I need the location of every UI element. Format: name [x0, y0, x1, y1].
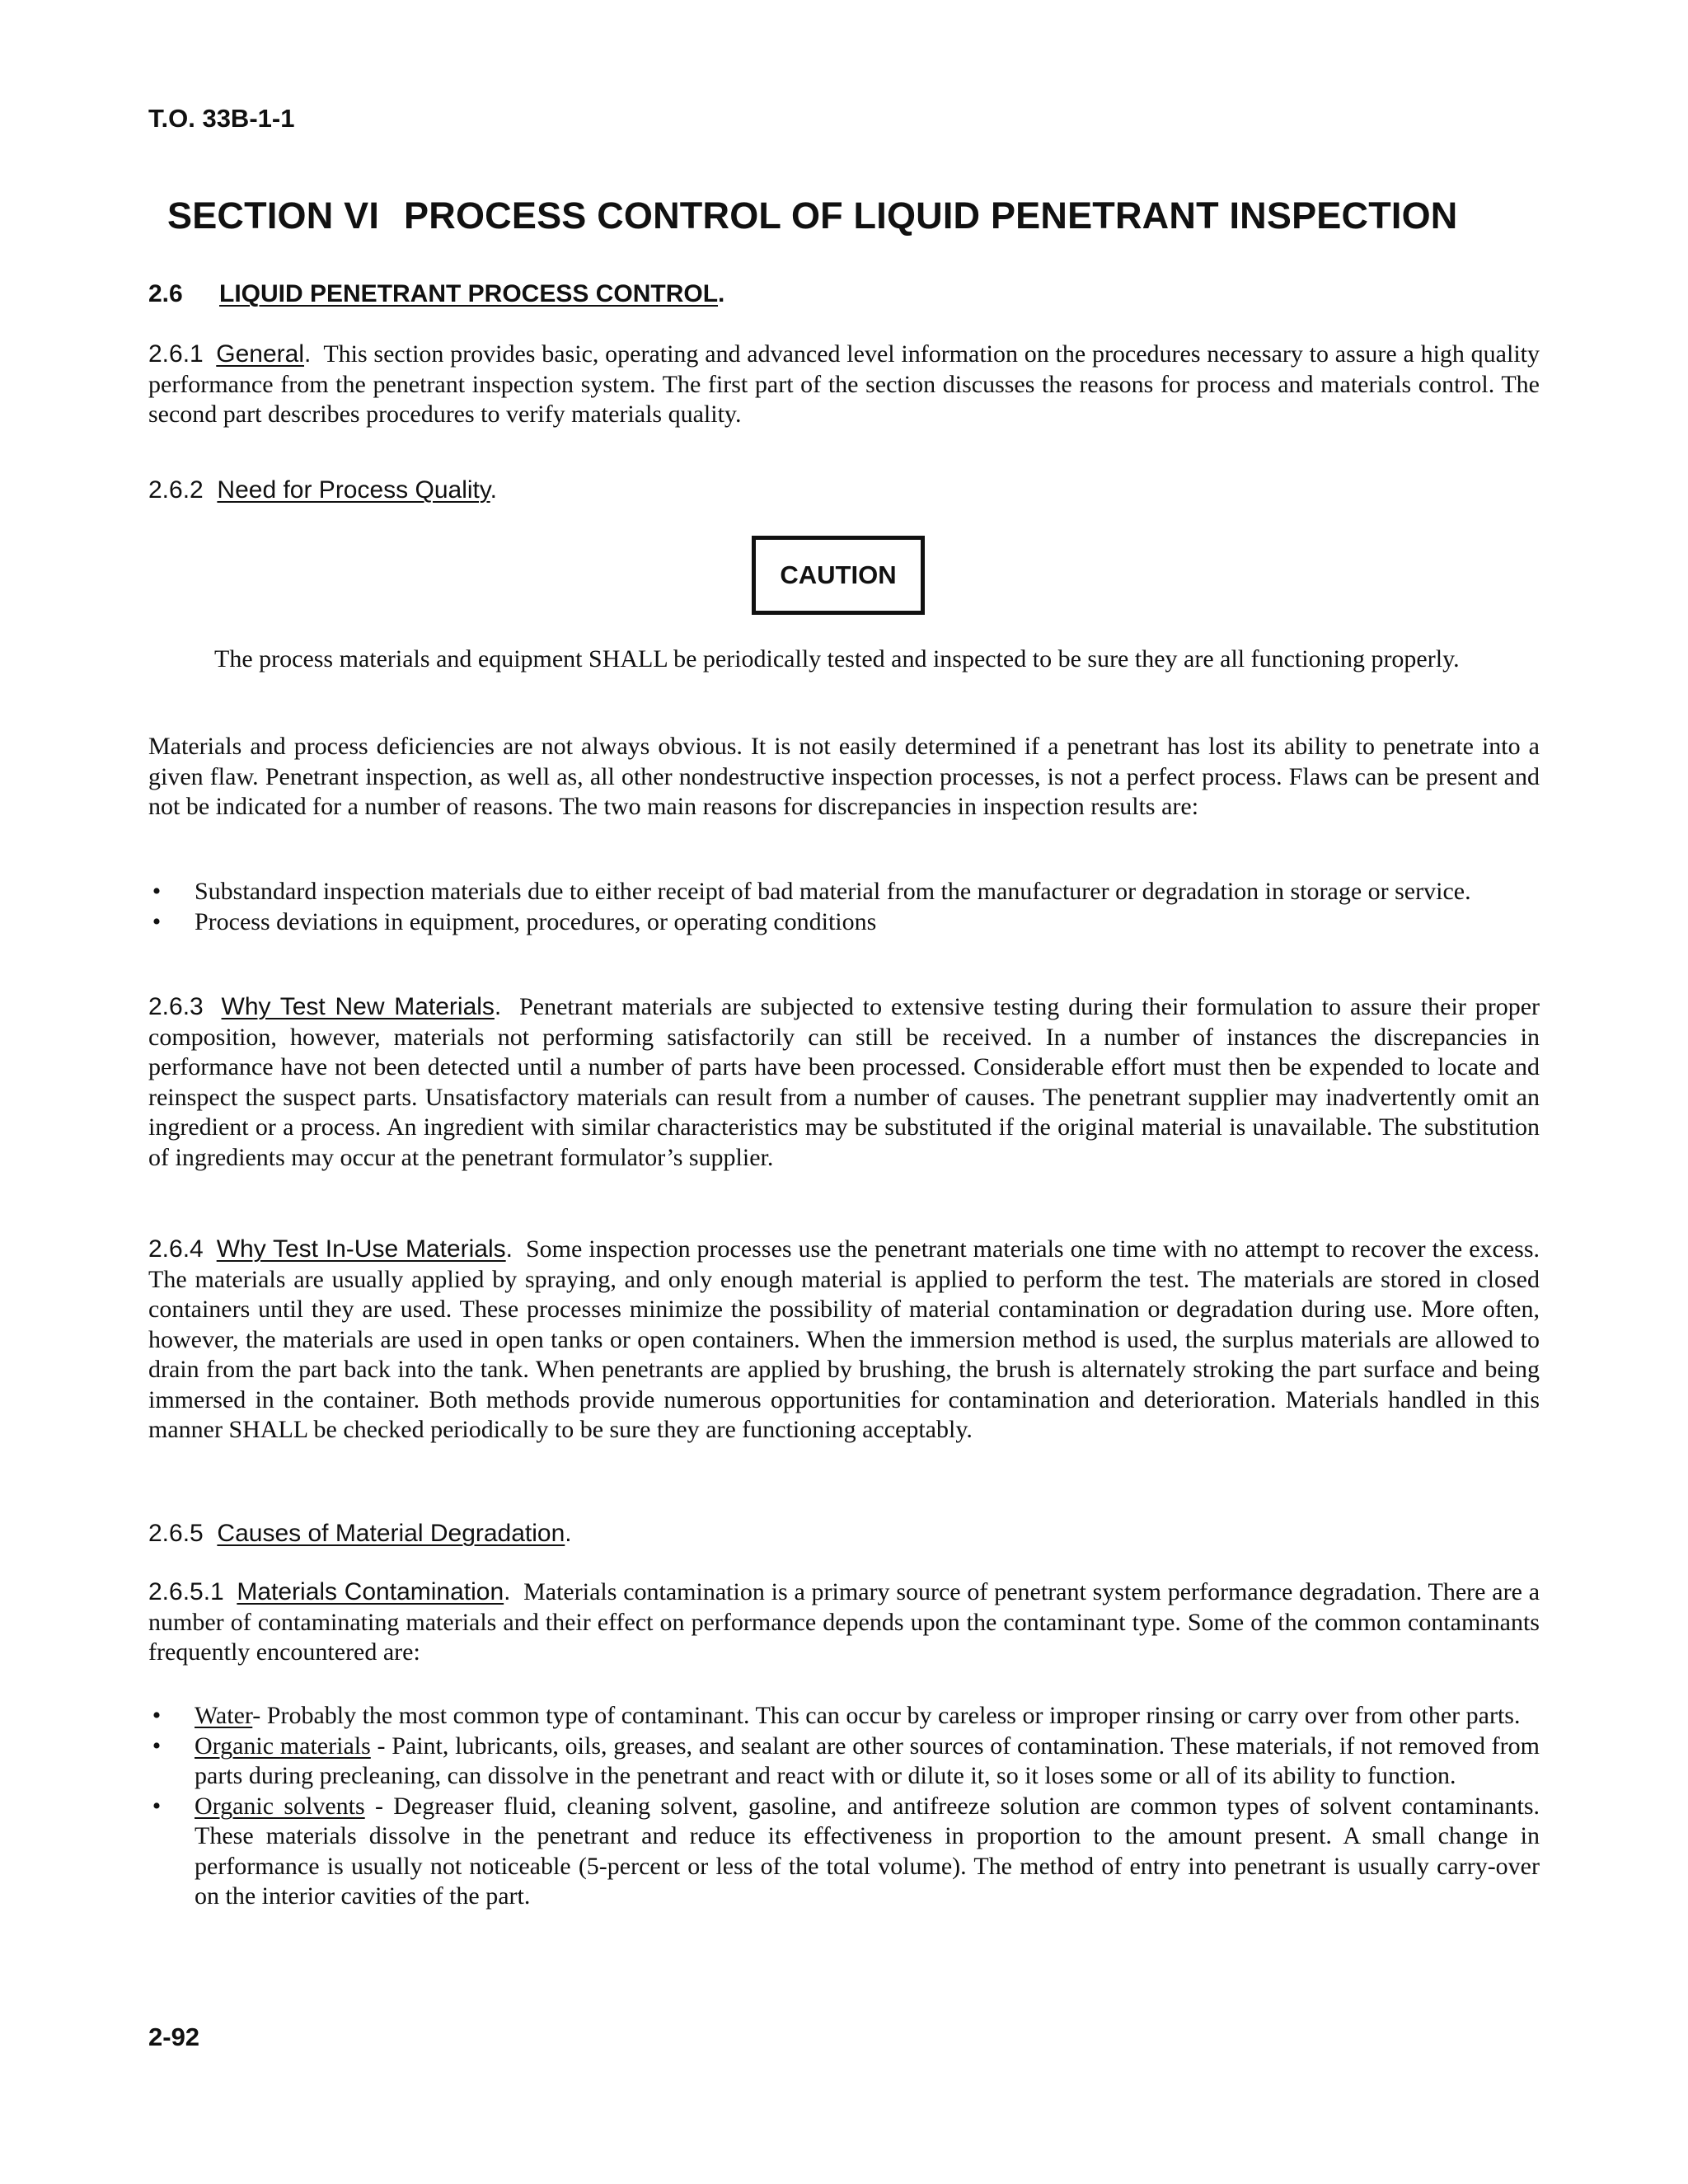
heading-title: Why Test In-Use Materials [216, 1235, 506, 1263]
heading-title: LIQUID PENETRANT PROCESS CONTROL [219, 280, 719, 307]
heading-2-6-2: 2.6.2 Need for Process Quality. [148, 476, 497, 504]
caution-box [752, 536, 925, 615]
heading-number: 2.6.5 [148, 1520, 204, 1547]
heading-title: Materials Contamination [237, 1578, 504, 1605]
page-number: 2-92 [148, 2022, 200, 2051]
paragraph-2-6-4: 2.6.4 Why Test In-Use Materials. Some inspection processes use the penetrant materials one time with no attempt to recover the excess. The materials are usually applied by spraying, and only enough material is applied to perform the test. The materials are stored in closed containers until they are used. These processes minimize the possibility of material contamination or degradation during use. More often, however, the materials are used in open tanks or open containers. When the immersion method is used, the surplus materials are allowed to drain from the part back into the tank. When penetrants are applied by brushing, the brush is alternately stroking the part surface and being immersed in the container. Both methods provide numerous opportunities for contamination and deterioration. Materials handled in this manner SHALL be checked periodically to be sure they are functioning acceptably. [148, 1235, 1540, 1443]
paragraph-text: Some inspection processes use the penetrant materials one time with no attempt to recover the excess. The materials are usually applied by spraying, and only enough material is applied to perform the test. The materials are stored in closed containers until they are used. These processes minimize the possibility of material contamination or degradation during use. More often, however, the materials are used in open tanks or open containers. When the immersion method is used, the surplus materials are allowed to drain from the part back into the tank. When penetrants are applied by brushing, the brush is alternately stroking the part surface and being immersed in the container. Both methods provide numerous opportunities for contamination and deterioration. Materials handled in this manner SHALL be checked periodically to be sure they are functioning acceptably. [148, 1235, 1540, 1443]
list-item-term: Water [195, 1702, 253, 1729]
reasons-list [148, 877, 1540, 937]
list-item: • Substandard inspection materials due to either receipt of bad material from the manufacturer or degradation in storage or service. [152, 878, 1471, 905]
heading-title: Need for Process Quality [217, 476, 490, 504]
contaminants-list [148, 1701, 1540, 1912]
paragraph-2-6-2-body: Materials and process deficiencies are not always obvious. It is not easily determined if a penetrant has lost its ability to penetrate into a given flaw. Penetrant inspection, as well as, all other nondestructive inspection processes, is not a perfect process. Flaws can be present and not be indicated for a number of reasons. The two main reasons for discrepancies in inspection results are: [148, 733, 1540, 820]
heading-2-6-5: 2.6.5 Causes of Material Degradation. [148, 1520, 572, 1547]
section-heading: PROCESS CONTROL OF LIQUID PENETRANT INSPECTION [404, 194, 1458, 237]
list-item-term: Organic materials [195, 1732, 371, 1760]
paragraph-text: Penetrant materials are subjected to extensive testing during their formulation to assure their proper composition, however, materials not performing satisfactorily can still be received. In a number of instances the discrepancies in performance have not been detected until a number of parts have been processed. Considerable effort must then be expended to locate and reinspect the suspect parts. Unsatisfactory materials can result from a number of causes. The penetrant supplier may inadvertently omit an ingredient or a process. An ingredient with similar characteristics may be substituted if the original material is unavailable. The substitution of ingredients may occur at the penetrant formulator’s supplier. [148, 993, 1540, 1171]
heading-title: Causes of Material Degradation [217, 1520, 565, 1547]
paragraph-text: This section provides basic, operating and advanced level information on the procedures necessary to assure a high quality performance from the penetrant inspection system. The first part of the section discusses the reasons for process and materials control. The second part describes procedures to verify materials quality. [148, 340, 1540, 428]
paragraph-2-6-1: 2.6.1 General. This section provides basic, operating and advanced level information on the procedures necessary to assure a high quality performance from the penetrant inspection system. The first part of the section discusses the reasons for process and materials control. The second part describes procedures to verify materials quality. [148, 340, 1540, 428]
heading-title: General [216, 340, 304, 368]
paragraph-text: Materials contamination is a primary source of penetrant system performance degradation. There are a number of contaminating materials and their effect on performance depends upon the contaminant type. Some of the common contaminants frequently encountered are: [148, 1578, 1540, 1666]
caution-label: CAUTION [780, 560, 897, 589]
document-id-header: T.O. 33B-1-1 [148, 104, 295, 133]
section-title [167, 194, 1458, 237]
section-label: SECTION VI [167, 194, 380, 237]
heading-number: 2.6.5.1 [148, 1578, 224, 1605]
heading-number: 2.6.3 [148, 993, 204, 1020]
heading-number: 2.6.4 [148, 1235, 204, 1263]
heading-number: 2.6 [148, 280, 183, 307]
heading-2-6: 2.6 LIQUID PENETRANT PROCESS CONTROL. [148, 280, 725, 307]
list-item: • Organic solvents - Degreaser fluid, cleaning solvent, gasoline, and antifreeze solution are common types of solvent contaminants. These materials dissolve in the penetrant and reduce its effectiveness in proportion to the amount present. A small change in performance is usually not noticeable (5-percent or less of the total volume). The method of entry into penetrant is usually carry-over on the interior cavities of the part. [152, 1792, 1540, 1910]
heading-title: Why Test New Materials [221, 993, 495, 1020]
heading-number: 2.6.1 [148, 340, 204, 368]
paragraph-2-6-5-1: 2.6.5.1 Materials Contamination. Materials contamination is a primary source of penetrant system performance degradation. There are a number of contaminating materials and their effect on performance depends upon the contaminant type. Some of the common contaminants frequently encountered are: [148, 1578, 1540, 1666]
caution-text: The process materials and equipment SHALL be periodically tested and inspected to be sure they are all functioning properly. [214, 645, 1460, 673]
list-item-term: Organic solvents [195, 1792, 365, 1820]
list-item: • Process deviations in equipment, procedures, or operating conditions [152, 907, 877, 935]
list-item: • Water- Probably the most common type of contaminant. This can occur by careless or improper rinsing or carry over from other parts. [152, 1702, 1521, 1729]
list-item: • Organic materials - Paint, lubricants, oils, greases, and sealant are other sources of contamination. These materials, if not removed from parts during precleaning, can dissolve in the penetrant and react with or dilute it, so it loses some or all of its ability to function. [152, 1732, 1540, 1789]
paragraph-2-6-3: 2.6.3 Why Test New Materials. Penetrant materials are subjected to extensive testing during their formulation to assure their proper composition, however, materials not performing satisfactorily can still be received. In a number of instances the discrepancies in performance have not been detected until a number of parts have been processed. Considerable effort must then be expended to locate and reinspect the suspect parts. Unsatisfactory materials can result from a number of causes. The penetrant supplier may inadvertently omit an ingredient or a process. An ingredient with similar characteristics may be substituted if the original material is unavailable. The substitution of ingredients may occur at the penetrant formulator’s supplier. [148, 993, 1540, 1171]
heading-number: 2.6.2 [148, 476, 204, 504]
